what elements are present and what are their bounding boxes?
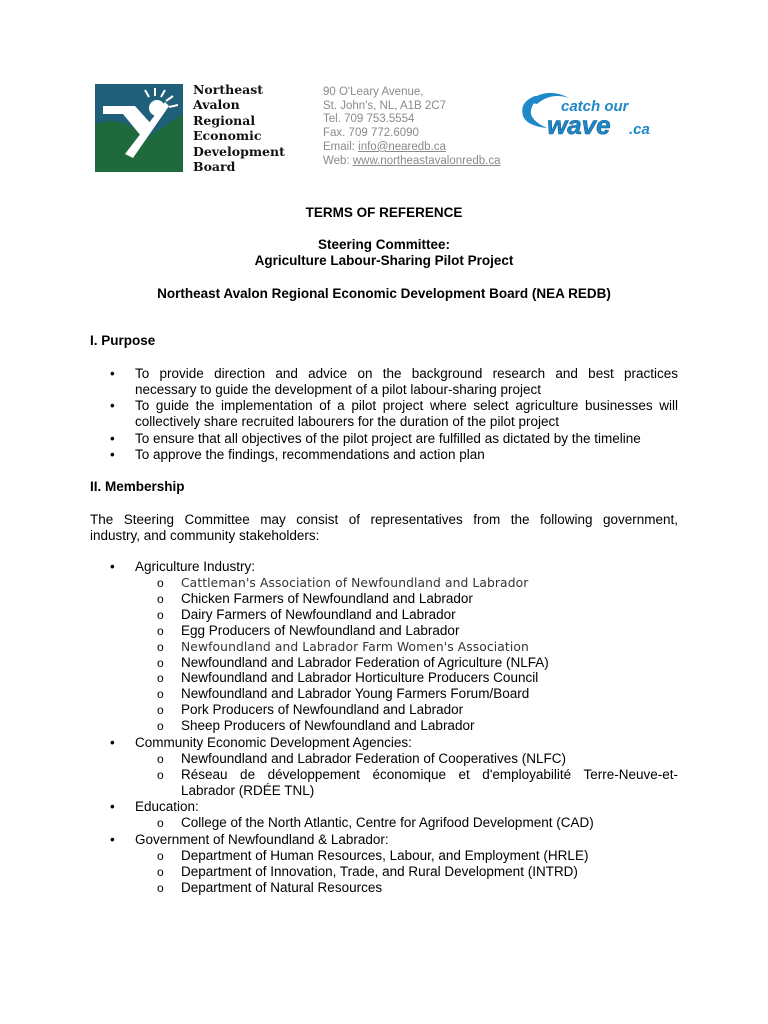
membership-heading: II. Membership — [90, 479, 185, 494]
web-label: Web: — [323, 154, 353, 167]
address-line-2: St. John's, NL, A1B 2C7 — [323, 99, 447, 112]
sub-bullet-icon: o — [157, 719, 164, 733]
sub-bullet-icon: o — [157, 703, 164, 717]
email-link[interactable]: info@nearedb.ca — [358, 140, 446, 153]
bullet-line: To ensure that all objectives of the pilot project are fulfilled as dictated by the timeline — [135, 431, 641, 446]
sub-bullet-icon: o — [157, 671, 164, 685]
sub-bullet-icon: o — [157, 865, 164, 879]
purpose-heading: I. Purpose — [90, 333, 156, 348]
sub-bullet-icon: o — [157, 608, 164, 622]
tel-line: Tel. 709 753.5554 — [323, 113, 415, 126]
email-line — [323, 141, 501, 155]
org-line: Development — [193, 143, 285, 159]
bullet-icon: • — [110, 366, 115, 381]
nea-redb-logo-icon — [95, 84, 183, 172]
org-line: Economic — [193, 128, 262, 144]
sub-bullet-icon: o — [157, 816, 164, 830]
list-item-text: Newfoundland and Labrador Horticulture Producers Council — [181, 670, 539, 685]
sub-bullet-icon: o — [157, 640, 164, 654]
list-item-text: Department of Natural Resources — [181, 880, 383, 895]
org-line: Northeast — [193, 82, 264, 97]
list-item-text: Department of Human Resources, Labour, and Employment (HRLE) — [181, 848, 589, 863]
document-title: TERMS OF REFERENCE — [305, 205, 463, 220]
list-item-text: Newfoundland and Labrador Federation of Cooperatives (NLFC) — [181, 751, 566, 766]
web-link[interactable]: www.northeastavalonredb.ca — [352, 154, 501, 167]
list-item-text: Pork Producers of Newfoundland and Labrador — [181, 702, 464, 717]
list-item-text: Department of Innovation, Trade, and Rural Development (INTRD) — [181, 864, 578, 879]
sub-bullet-icon: o — [157, 624, 164, 638]
sub-bullet-icon: o — [157, 592, 164, 606]
group-label: Community Economic Development Agencies: — [135, 735, 412, 750]
bullet-icon: • — [110, 735, 115, 750]
list-item-text: Egg Producers of Newfoundland and Labrador — [181, 623, 460, 638]
list-item-text: Réseau de développement économique et d'employabilité Terre-Neuve-et- — [181, 767, 678, 782]
wave-logo-top: catch our — [561, 98, 629, 115]
sub-bullet-icon: o — [157, 768, 164, 782]
web-line — [323, 155, 501, 169]
org-line: Board — [193, 159, 236, 175]
group-label: Agriculture Industry: — [135, 559, 256, 574]
bullet-line: To provide direction and advice on the background research and best practices — [135, 366, 678, 381]
bullet-text — [135, 366, 678, 398]
intro-line: The Steering Committee may consist of representatives from the following government, — [90, 512, 678, 527]
sub-bullet-icon: o — [157, 881, 164, 895]
bullet-icon: • — [110, 431, 115, 446]
board-line: Northeast Avalon Regional Economic Development Board (NEA REDB) — [157, 286, 611, 301]
sub-bullet-icon: o — [157, 576, 164, 590]
sub-bullet-icon: o — [157, 687, 164, 701]
bullet-line: necessary to guide the development of a pilot labour-sharing project — [135, 382, 541, 398]
list-item-text: College of the North Atlantic, Centre for Agrifood Development (CAD) — [181, 815, 594, 830]
catch-our-wave-logo — [517, 88, 677, 140]
list-item-text: Newfoundland and Labrador Federation of Agriculture (NLFA) — [181, 655, 549, 670]
list-item-text: Newfoundland and Labrador Young Farmers Forum/Board — [181, 686, 530, 701]
bullet-icon: • — [110, 832, 115, 847]
fax-line: Fax. 709 772.6090 — [323, 127, 419, 140]
list-item-text: Sheep Producers of Newfoundland and Labrador — [181, 718, 475, 733]
wave-logo-bottom: wave — [547, 110, 611, 140]
bullet-icon: • — [110, 559, 115, 574]
bullet-text — [135, 398, 678, 430]
sub-bullet-icon: o — [157, 849, 164, 863]
org-name — [193, 82, 285, 174]
bullet-icon: • — [110, 398, 115, 413]
group-label: Government of Newfoundland & Labrador: — [135, 832, 389, 847]
wave-logo-suffix: .ca — [629, 121, 650, 138]
address-line-1: 90 O'Leary Avenue, — [323, 86, 424, 98]
org-line: Regional — [193, 112, 256, 128]
email-label: Email: — [323, 140, 359, 153]
list-item-text: Dairy Farmers of Newfoundland and Labrador — [181, 607, 456, 622]
sub-bullet-icon: o — [157, 656, 164, 670]
contact-block — [323, 86, 501, 168]
bullet-icon: • — [110, 799, 115, 814]
intro-line: industry, and community stakeholders: — [90, 528, 320, 544]
bullet-line: collectively share recruited labourers for the duration of the pilot project — [135, 414, 559, 430]
bullet-line: To guide the implementation of a pilot project where select agriculture businesses will — [135, 398, 678, 413]
bullet-line: To approve the findings, recommendations and action plan — [135, 447, 485, 462]
list-item-text: Newfoundland and Labrador Farm Women's Association — [181, 640, 529, 654]
membership-intro — [90, 512, 678, 544]
list-item-text: Labrador (RDÉE TNL) — [181, 783, 315, 798]
subtitle-committee: Steering Committee: — [317, 237, 451, 252]
sub-bullet-icon: o — [157, 752, 164, 766]
bullet-icon: • — [110, 447, 115, 462]
group-label: Education: — [135, 799, 199, 814]
subtitle-project: Agriculture Labour-Sharing Pilot Project — [254, 253, 514, 268]
org-line: Avalon — [193, 97, 240, 113]
list-item-text: Cattleman's Association of Newfoundland and Labrador — [181, 576, 529, 590]
list-item-text: Chicken Farmers of Newfoundland and Labrador — [181, 591, 473, 606]
